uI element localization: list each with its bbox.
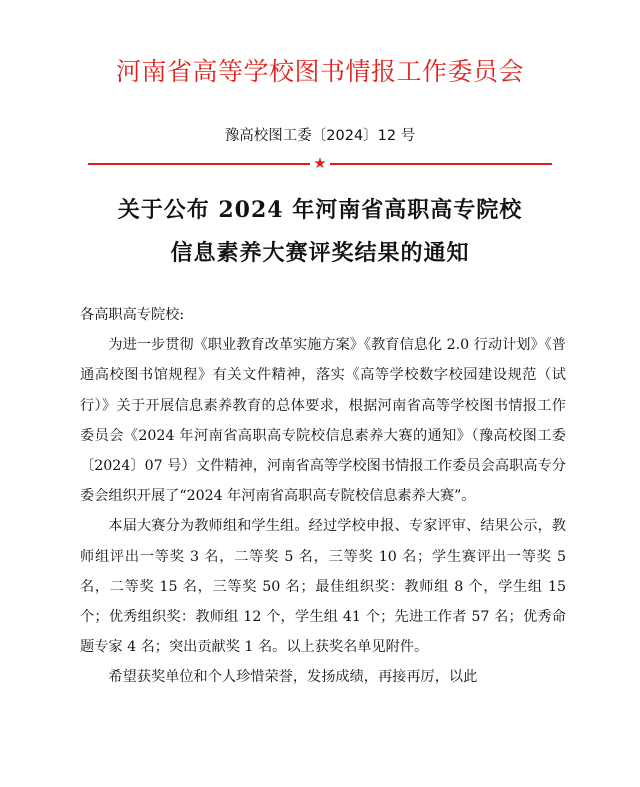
body-paragraph-2: 本届大赛分为教师组和学生组。经过学校申报、专家评审、结果公示，教师组评出一等奖 3 名，二等奖 5 名，三等奖 10 名；学生赛评出一等奖 5 名，二等奖 15 名，三等奖 50 名；最佳组织奖：教师组 8 个，学生组 15 个；优秀组织奖：教师组 12 个，学生组 41 个；先进工作者 57 名；优秀命题专家 4 名；突出贡献奖 1 名。以上获奖名单见附件。 xyxy=(80,518,566,656)
salutation: 各高职高专院校: xyxy=(80,307,185,323)
issuing-organization-header: 河南省高等学校图书情报工作委员会 xyxy=(115,57,524,86)
body-paragraph-1: 为进一步贯彻《职业教育改革实施方案》《教育信息化 2.0 行动计划》《普通高校图书馆规程》有关文件精神，落实《高等学校数字校园建设规范（试行）》关于开展信息素养教育的总体要求，根据河南省高等学校图书情报工作委员会《2024 年河南省高职高专院校信息素养大赛的通知》（豫高校图工委〔2024〕07 号）文件精神，河南省高等学校图书情报工作委员会高职高专分委会组织开展了“2024 年河南省高职高专院校信息素养大赛”。 xyxy=(80,337,566,505)
star-icon: ★ xyxy=(313,154,327,172)
red-divider xyxy=(88,156,552,170)
document-number: 豫高校图工委〔2024〕12 号 xyxy=(224,128,416,144)
notice-title-line-1: 关于公布 2024 年河南省高职高专院校 xyxy=(117,197,523,223)
divider-line-right xyxy=(330,163,552,165)
notice-body xyxy=(80,300,566,693)
notice-title-line-2: 信息素养大赛评奖结果的通知 xyxy=(170,240,470,266)
body-paragraph-3: 希望获奖单位和个人珍惜荣誉，发扬成绩，再接再厉，以此 xyxy=(108,669,478,686)
divider-line-left xyxy=(88,163,310,165)
